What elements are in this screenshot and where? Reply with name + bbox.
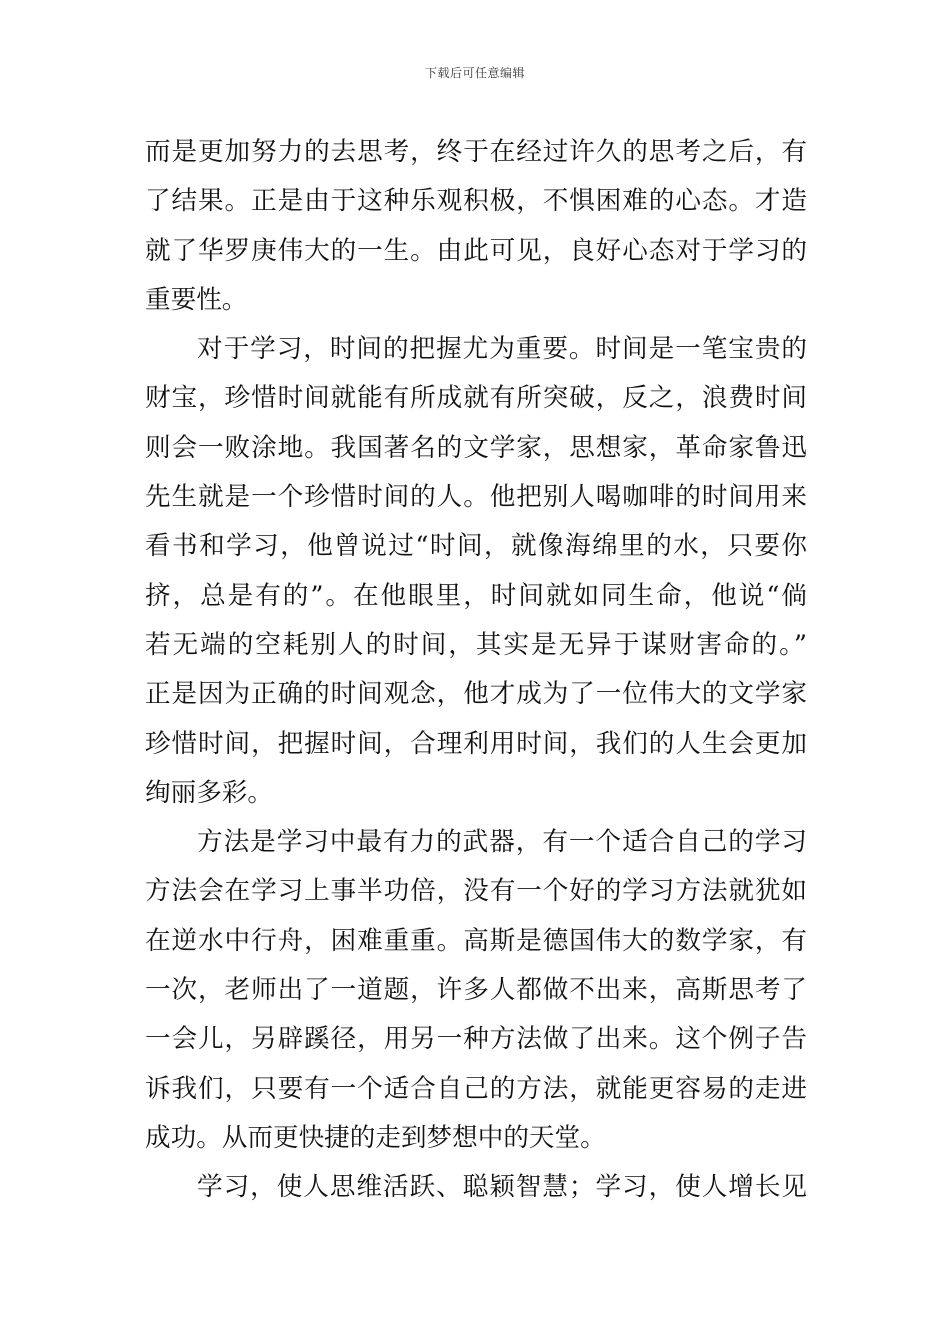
text-line: 方法是学习中最有力的武器，有一个适合自己的学习 <box>197 827 807 858</box>
text-line: 绚丽多彩。 <box>145 777 273 808</box>
paragraph-1 <box>145 128 807 325</box>
text-line: 看书和学习，他曾说过“时间，就像海绵里的水，只要你 <box>145 531 807 562</box>
text-line: 正是因为正确的时间观念，他才成为了一位伟大的文学家 <box>145 679 807 710</box>
text-line: 就了华罗庚伟大的一生。由此可见，良好心态对于学习的 <box>145 235 807 266</box>
text-line: 了结果。正是由于这种乐观积极，不惧困难的心态。才造 <box>145 186 807 217</box>
text-line: 诉我们，只要有一个适合自己的方法，就能更容易的走进 <box>145 1073 807 1104</box>
text-line: 则会一败涂地。我国著名的文学家，思想家，革命家鲁迅 <box>145 432 807 463</box>
text-line: 在逆水中行舟，困难重重。高斯是德国伟大的数学家，有 <box>145 925 807 956</box>
text-line: 对于学习，时间的把握尤为重要。时间是一笔宝贵的 <box>197 334 807 365</box>
text-line: 成功。从而更快捷的走到梦想中的天堂。 <box>145 1122 606 1153</box>
paragraph-3 <box>145 818 807 1163</box>
paragraph-2 <box>145 325 807 818</box>
text-line: 重要性。 <box>145 284 248 315</box>
document-body <box>145 128 807 1213</box>
text-line: 珍惜时间，把握时间，合理利用时间，我们的人生会更加 <box>145 728 807 759</box>
page-header: 下载后可任意编辑 <box>424 66 525 80</box>
text-line: 一次，老师出了一道题，许多人都做不出来，高斯思考了 <box>145 975 807 1006</box>
paragraph-4 <box>145 1163 807 1212</box>
text-line: 若无端的空耗别人的时间，其实是无异于谋财害命的。” <box>145 629 807 660</box>
text-line: 学习，使人思维活跃、聪颖智慧；学习，使人增长见 <box>197 1172 807 1203</box>
text-line: 而是更加努力的去思考，终于在经过许久的思考之后，有 <box>145 137 807 167</box>
text-line: 方法会在学习上事半功倍，没有一个好的学习方法就犹如 <box>145 876 807 907</box>
text-line: 一会儿，另辟蹊径，用另一种方法做了出来。这个例子告 <box>145 1024 807 1055</box>
text-line: 先生就是一个珍惜时间的人。他把别人喝咖啡的时间用来 <box>145 482 807 513</box>
text-line: 挤，总是有的”。在他眼里，时间就如同生命，他说“倘 <box>145 580 807 611</box>
text-line: 财宝，珍惜时间就能有所成就有所突破，反之，浪费时间 <box>145 383 807 414</box>
